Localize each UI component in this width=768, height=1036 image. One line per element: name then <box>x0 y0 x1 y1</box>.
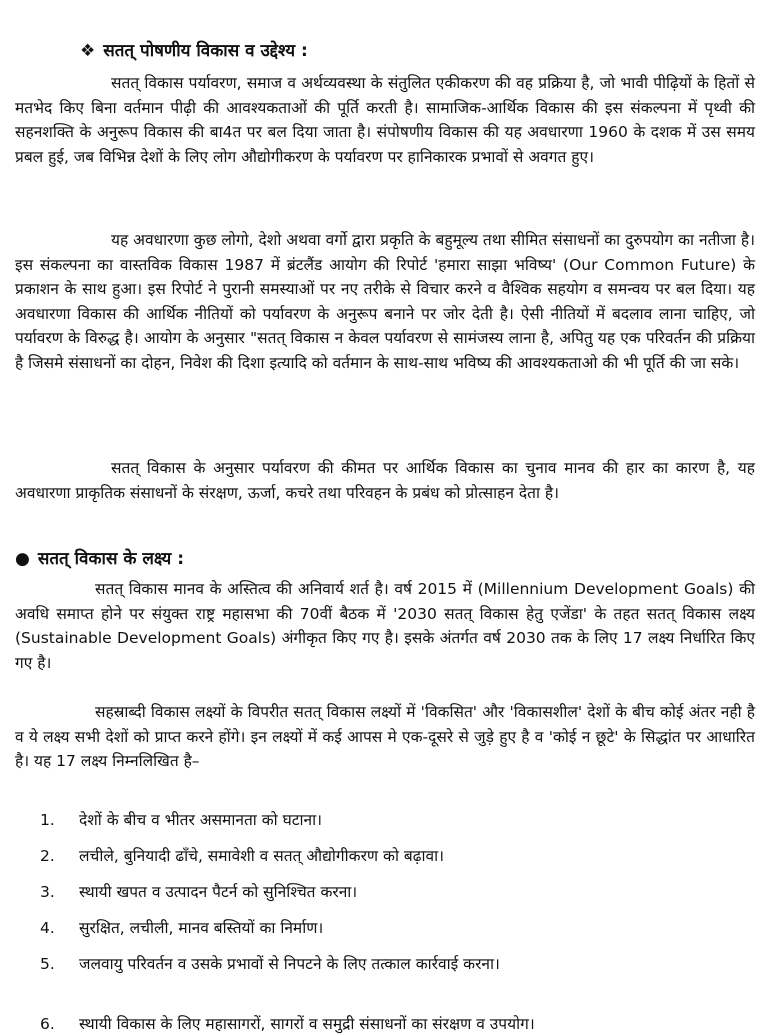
paragraph: सतत् विकास मानव के अस्तित्व की अनिवार्य शर्त है। वर्ष 2015 में (Millennium Development Goals) की अवधि समाप्त होने पर संयुक्त राष्ट्र महासभा की 70वीं बैठक में '2030 सतत् विकास हेतु एजेंडा' के तहत सतत् विकास लक्ष्य (Sustainable Development Goals) अंगीकृत किए गए है। इसके अंतर्गत वर्ष 2030 तक के लिए 17 लक्ष्य निर्धारित किए गए है। <box>15 580 755 672</box>
list-item <box>15 844 500 880</box>
diamond-bullet-icon: ❖ <box>80 41 96 61</box>
list-text: सुरक्षित, लचीली, मानव बस्तियों का निर्माण। <box>79 919 324 937</box>
paragraph: सतत् विकास के अनुसार पर्यावरण की कीमत पर आर्थिक विकास का चुनाव मानव की हार का कारण है, यह अवधारणा प्राकृतिक संसाधनों के संरक्षण, ऊर्जा, कचरे तथा परिवहन के प्रबंध को प्रोत्साहन देता है। <box>15 459 755 502</box>
section-heading-goals <box>15 546 184 569</box>
list-number: 6. <box>40 1015 55 1033</box>
paragraph: यह अवधारणा कुछ लोगो, देशो अथवा वर्गो द्वारा प्रकृति के बहुमूल्य तथा सीमित संसाधनों का दुरुपयोग का नतीजा है। इस संकल्पना का वास्तविक विकास 1987 में ब्रंटलैंड आयोग की रिपोर्ट 'हमारा साझा भविष्य' (Our Common Future) के प्रकाशन के साथ हुआ। इस रिपोर्ट ने पुरानी समस्याओं पर नए तरीके से विचार करने व वैश्विक सहयोग व समन्वय पर बल दिया। यह अवधारणा विकास की आर्थिक नीतियों को पर्यावरण के अनुरूप बनाने पर जोर देती है। ऐसी नीतियों में बदलाव लाना चाहिए, जो पर्यावरण के विरुद्ध है। आयोग के अनुसार "सतत् विकास न केवल पर्यावरण से सामंजस्य लाना है, अपितु यह एक परिवर्तन की प्रक्रिया है जिसमे संसाधनों का दोहन, निवेश की दिशा इत्यादि को वर्तमान के साथ-साथ भविष्य की आवश्यकताओ की भी पूर्ति की जा सके। <box>15 231 755 372</box>
goals-list <box>15 808 500 988</box>
round-bullet-icon: ● <box>15 549 30 569</box>
section-heading-sustainable-development <box>80 38 308 61</box>
list-item <box>15 880 500 916</box>
list-text: देशों के बीच व भीतर असमानता को घटाना। <box>79 811 323 829</box>
paragraph: सहस्राब्दी विकास लक्ष्यों के विपरीत सतत् विकास लक्ष्यों में 'विकसित' और 'विकासशील' देशों के बीच कोई अंतर नही है व ये लक्ष्य सभी देशों को प्राप्त करने होंगे। इन लक्ष्यों में कई आपस मे एक-दूसरे से जुड़े हुए है व 'कोई न छूटे' के सिद्धांत पर आधारित है। यह 17 लक्ष्य निम्नलिखित है– <box>15 703 755 770</box>
list-text: जलवायु परिवर्तन व उसके प्रभावों से निपटने के लिए तत्काल कार्रवाई करना। <box>79 955 500 973</box>
heading-text: सतत् पोषणीय विकास व उद्देश्य : <box>103 41 308 61</box>
list-number: 3. <box>40 883 55 901</box>
list-text: स्थायी विकास के लिए महासागरों, सागरों व समुद्री संसाधनों का संरक्षण व उपयोग। <box>79 1015 535 1033</box>
list-item <box>15 952 500 988</box>
paragraph: सतत् विकास पर्यावरण, समाज व अर्थव्यवस्था के संतुलित एकीकरण की वह प्रक्रिया है, जो भावी पीढ़ियों के हितों से मतभेद किए बिना वर्तमान पीढ़ी की आवश्यकताओं की पूर्ति करती है। सामाजिक-आर्थिक विकास की इस संकल्पना में पृथ्वी की सहनशक्ति के अनुरूप विकास की बा4त पर बल दिया जाता है। संपोषणीय विकास की यह अवधारणा 1960 के दशक में उस समय प्रबल हुई, जब विभिन्न देशों के लिए लोग औद्योगीकरण के पर्यावरण पर हानिकारक प्रभावों से अवगत हुए। <box>15 74 755 166</box>
list-item <box>15 916 500 952</box>
heading-text: सतत् विकास के लक्ष्य : <box>37 549 185 569</box>
list-number: 5. <box>40 955 55 973</box>
list-text: स्थायी खपत व उत्पादन पैटर्न को सुनिश्चित करना। <box>79 883 358 901</box>
list-number: 1. <box>40 811 55 829</box>
cut-off-list-item <box>15 1012 755 1036</box>
list-number: 2. <box>40 847 55 865</box>
list-text: लचीले, बुनियादी ढाँचे, समावेशी व सतत् औद्योगीकरण को बढ़ावा। <box>79 847 444 865</box>
list-item <box>15 808 500 844</box>
list-number: 4. <box>40 919 55 937</box>
